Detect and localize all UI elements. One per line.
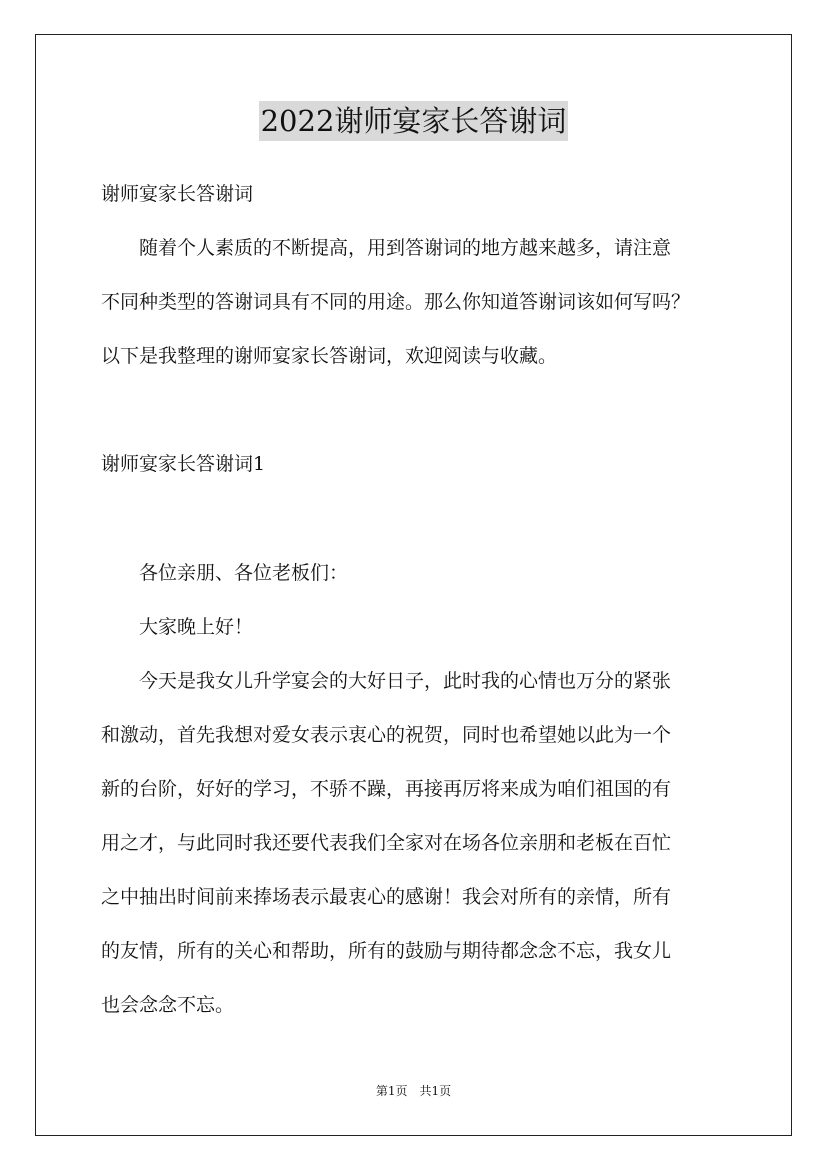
body-line-5: 之中抽出时间前来捧场表示最衷心的感谢！我会对所有的亲情，所有 [101,886,672,908]
section-heading: 谢师宴家长答谢词1 [101,453,266,475]
body-line-2: 和激动，首先我想对爱女表示衷心的祝贺，同时也希望她以此为一个 [101,724,672,746]
body-line-4: 用之才，与此同时我还要代表我们全家对在场各位亲朋和老板在百忙 [101,832,672,854]
body-line-7: 也会念念不忘。 [101,994,235,1016]
title-container [0,101,827,141]
intro-line-1: 随着个人素质的不断提高，用到答谢词的地方越来越多，请注意 [101,237,672,259]
intro-line-2: 不同种类型的答谢词具有不同的用途。那么你知道答谢词该如何写吗？ [101,291,691,313]
subtitle: 谢师宴家长答谢词 [101,183,254,205]
greeting-line: 各位亲朋、各位老板们： [101,562,349,584]
intro-line-3: 以下是我整理的谢师宴家长答谢词，欢迎阅读与收藏。 [101,345,558,367]
page-footer: 第1页 共1页 [375,1084,452,1098]
body-line-1: 今天是我女儿升学宴会的大好日子，此时我的心情也万分的紧张 [101,670,672,692]
document-title: 2022谢师宴家长答谢词 [259,101,569,141]
salutation-line: 大家晚上好！ [101,616,254,638]
body-line-6: 的友情，所有的关心和帮助，所有的鼓励与期待都念念不忘，我女儿 [101,940,672,962]
body-line-3: 新的台阶，好好的学习，不骄不躁，再接再厉将来成为咱们祖国的有 [101,778,672,800]
